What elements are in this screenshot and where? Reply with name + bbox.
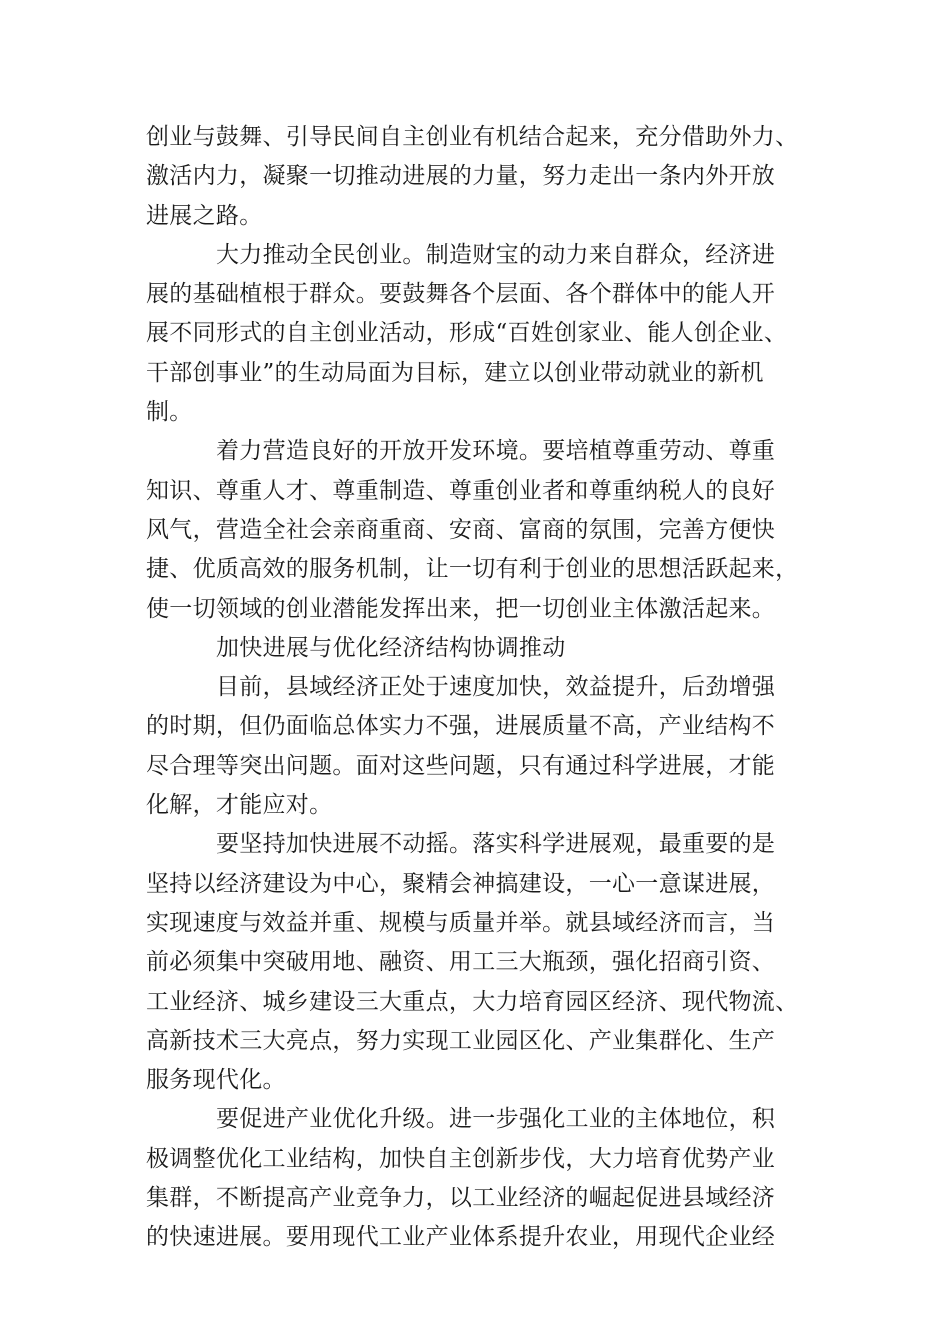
text-line: 捷、优质高效的服务机制，让一切有利于创业的思想活跃起来， — [146, 556, 799, 583]
text-line: 大力推动全民创业。制造财宝的动力来自群众，经济进 — [216, 241, 776, 268]
text-line: 实现速度与效益并重、规模与质量并举。就县域经济而言，当 — [146, 909, 776, 936]
text-line: 尽合理等突出问题。面对这些问题，只有通过科学进展，才能 — [146, 752, 776, 779]
text-line: 展不同形式的自主创业活动，形成“百姓创家业、能人创企业、 — [146, 320, 788, 347]
paragraph — [146, 668, 806, 825]
paragraph — [146, 825, 806, 1100]
heading-text: 加快进展与优化经济结构协调推动 — [216, 634, 566, 661]
text-line: 风气，营造全社会亲商重商、安商、富商的氛围，完善方便快 — [146, 516, 776, 543]
text-line: 制。 — [146, 399, 193, 426]
text-line: 使一切领域的创业潜能发挥出来，把一切创业主体激活起来。 — [146, 595, 776, 622]
text-line: 干部创事业”的生动局面为目标，建立以创业带动就业的新机 — [146, 359, 764, 386]
paragraph — [146, 1100, 806, 1257]
text-line: 着力营造良好的开放开发环境。要培植尊重劳动、尊重 — [216, 438, 776, 465]
text-line: 集群，不断提高产业竞争力，以工业经济的崛起促进县域经济 — [146, 1185, 776, 1212]
paragraph — [146, 118, 806, 236]
document-body — [146, 118, 806, 1258]
text-line: 坚持以经济建设为中心，聚精会神搞建设，一心一意谋进展， — [146, 870, 776, 897]
text-line: 服务现代化。 — [146, 1067, 286, 1094]
text-line: 工业经济、城乡建设三大重点，大力培育园区经济、现代物流、 — [146, 988, 799, 1015]
text-line: 的快速进展。要用现代工业产业体系提升农业，用现代企业经 — [146, 1224, 776, 1251]
paragraph — [146, 236, 806, 432]
text-line: 激活内力，凝聚一切推动进展的力量，努力走出一条内外开放 — [146, 163, 776, 190]
text-line: 进展之路。 — [146, 202, 263, 229]
text-line: 知识、尊重人才、尊重制造、尊重创业者和尊重纳税人的良好 — [146, 477, 776, 504]
text-line: 目前，县域经济正处于速度加快，效益提升，后劲增强 — [216, 674, 776, 701]
text-line: 要促进产业优化升级。进一步强化工业的主体地位，积 — [216, 1106, 776, 1133]
text-line: 展的基础植根于群众。要鼓舞各个层面、各个群体中的能人开 — [146, 281, 776, 308]
text-line: 要坚持加快进展不动摇。落实科学进展观，最重要的是 — [216, 831, 776, 858]
text-line: 极调整优化工业结构，加快自主创新步伐，大力培育优势产业 — [146, 1145, 776, 1172]
paragraph — [146, 432, 806, 628]
text-line: 的时期，但仍面临总体实力不强，进展质量不高，产业结构不 — [146, 713, 776, 740]
text-line: 高新技术三大亮点，努力实现工业园区化、产业集群化、生产 — [146, 1027, 776, 1054]
section-heading — [146, 629, 806, 668]
text-line: 化解，才能应对。 — [146, 792, 333, 819]
text-line: 前必须集中突破用地、融资、用工三大瓶颈，强化招商引资、 — [146, 949, 776, 976]
text-line: 创业与鼓舞、引导民间自主创业有机结合起来，充分借助外力、 — [146, 124, 799, 150]
